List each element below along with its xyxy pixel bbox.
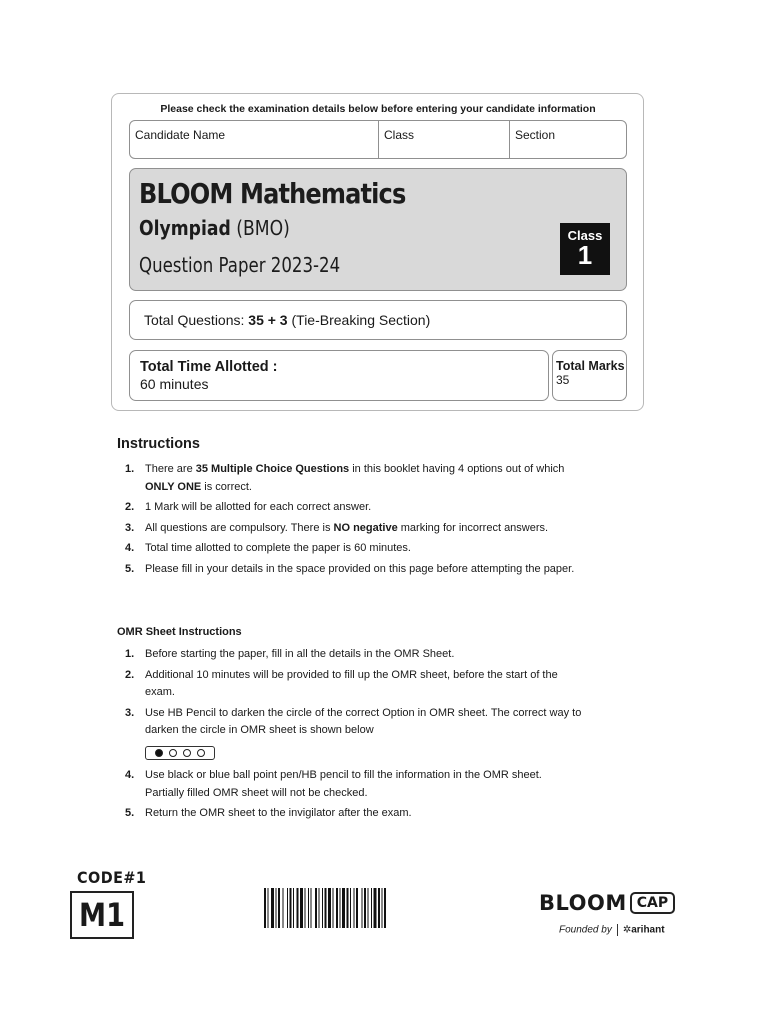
list-item: 5. Return the OMR sheet to the invigilator after the exam.	[125, 807, 412, 819]
instructions-list	[125, 461, 595, 578]
time-allotted: Total Time Allotted : 60 minutes	[129, 350, 549, 401]
list-item: 2. Additional 10 minutes will be provided to fill up the OMR sheet, before the start of the exam.	[125, 668, 558, 698]
candidate-info-row	[129, 120, 627, 159]
paper-subtitle: Olympiad (BMO)	[139, 216, 290, 240]
paper-year: Question Paper 2023-24	[139, 253, 341, 277]
list-item: 5. Please fill in your details in the space provided on this page before attempting the paper.	[125, 562, 575, 575]
list-item: 4. Use black or blue ball point pen/HB pencil to fill the information in the OMR sheet. Partially filled OMR sheet will not be checked.	[125, 769, 542, 799]
class-badge: Class 1	[560, 223, 610, 275]
list-item: 4. Total time allotted to complete the paper is 60 minutes.	[125, 542, 411, 554]
list-item: 3. Use HB Pencil to darken the circle of the correct Option in OMR sheet. The correct way to darken the circle in OMR sheet is shown below	[125, 705, 590, 765]
omr-instructions-list	[125, 646, 590, 823]
list-item: 3. All questions are compulsory. There is NO negative marking for incorrect answers.	[125, 521, 549, 534]
arihant-star-icon: ✲	[622, 924, 632, 936]
code-box: M1	[70, 891, 134, 939]
omr-heading: OMR Sheet Instructions	[117, 626, 242, 638]
list-item: 1. There are 35 Multiple Choice Questions in this booklet having 4 options out of which ONLY ONE is correct.	[125, 463, 565, 493]
bloom-cap-logo: BLOOM CAP	[539, 891, 675, 915]
filled-bubble-icon	[155, 749, 163, 757]
section-field[interactable]: Section	[509, 121, 625, 158]
empty-bubble-icon	[169, 749, 177, 757]
class-field[interactable]: Class	[378, 121, 509, 158]
barcode-icon	[264, 888, 439, 928]
empty-bubble-icon	[197, 749, 205, 757]
founded-by: Founded by ✲arihant	[559, 924, 665, 936]
list-item: 2. 1 Mark will be allotted for each correct answer.	[125, 501, 372, 513]
code-label: CODE#1	[77, 868, 147, 887]
paper-title: BLOOM Mathematics	[139, 177, 406, 210]
total-marks: Total Marks 35	[552, 350, 627, 401]
instructions-heading: Instructions	[117, 436, 200, 452]
details-notice: Please check the examination details below before entering your candidate information	[160, 103, 596, 115]
title-panel	[129, 168, 627, 291]
candidate-name-field[interactable]: Candidate Name	[135, 128, 226, 142]
empty-bubble-icon	[183, 749, 191, 757]
total-questions: Total Questions: 35 + 3 (Tie-Breaking Section)	[129, 300, 627, 340]
omr-sample	[145, 746, 215, 760]
list-item: 1. Before starting the paper, fill in all the details in the OMR Sheet.	[125, 648, 455, 660]
